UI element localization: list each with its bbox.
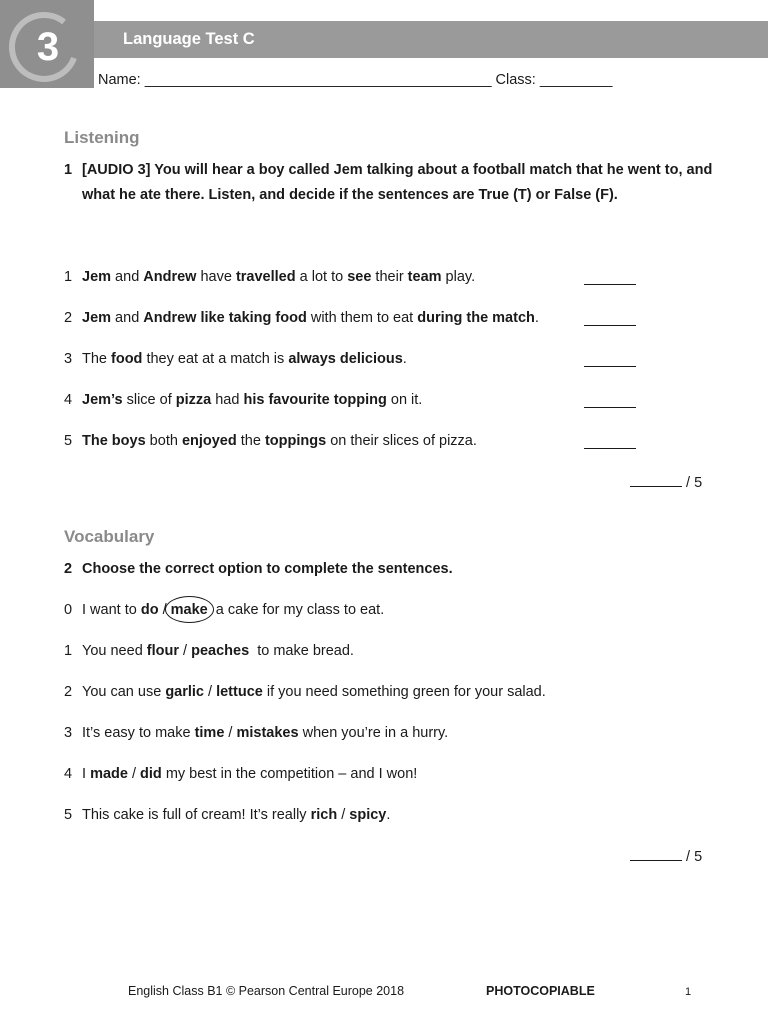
bold-word[interactable]: always delicious [288, 351, 403, 367]
task-number: 2 [64, 561, 73, 577]
item-sentence [82, 643, 354, 659]
sentence-text: . [386, 807, 391, 823]
bold-word[interactable]: Jem’s [82, 392, 123, 408]
item-sentence [82, 807, 390, 823]
answer-blank[interactable] [584, 393, 636, 408]
page-title: Language Test C [123, 30, 255, 48]
instruction-text: Choose the correct option to complete the sentences. [82, 561, 453, 577]
item-sentence [82, 433, 477, 449]
sentence-text: on their slices of pizza. [326, 433, 477, 449]
score-blank[interactable] [630, 474, 682, 487]
bold-word[interactable]: Andrew like taking food [143, 310, 307, 326]
bold-word[interactable]: his favourite topping [243, 392, 387, 408]
sentence-text: have [196, 269, 236, 285]
vocabulary-score [630, 848, 702, 865]
unit-number: 3 [36, 25, 60, 69]
sentence-text: had [211, 392, 244, 408]
sentence-text: / [158, 602, 171, 618]
sentence-text: when you’re in a hurry. [298, 725, 449, 741]
instruction-text: [AUDIO 3] You will hear a boy called Jem talking about a football match that he went to, and what he ate there. Listen, and decide if the sentences are True (T) or False (F). [82, 162, 713, 203]
answer-blank[interactable] [584, 270, 636, 285]
class-field[interactable]: _________ [539, 72, 613, 88]
sentence-text: with them to eat [306, 310, 418, 326]
bold-word[interactable]: rich [310, 807, 338, 823]
bold-word[interactable]: lettuce [216, 684, 263, 700]
bold-word[interactable]: food [111, 351, 143, 367]
vocabulary-instruction [64, 557, 714, 582]
listening-score [630, 474, 702, 491]
bold-word[interactable]: enjoyed [181, 433, 237, 449]
bold-word[interactable]: flour [146, 643, 180, 659]
sentence-text: slice of [122, 392, 176, 408]
sentence-text: a cake for my class to eat. [207, 602, 385, 618]
answer-blank[interactable] [584, 434, 636, 449]
item-number: 3 [64, 725, 73, 741]
item-sentence [82, 310, 539, 326]
footer-photocopiable: PHOTOCOPIABLE [486, 984, 595, 998]
item-number: 0 [64, 602, 73, 618]
item-sentence [82, 392, 422, 408]
item-sentence [82, 351, 407, 367]
item-sentence [82, 725, 448, 741]
bold-word[interactable]: team [407, 269, 442, 285]
sentence-text: my best in the competition – and I won! [161, 766, 418, 782]
student-info-line [98, 72, 612, 88]
bold-word[interactable]: Jem [82, 269, 112, 285]
sentence-text: It’s easy to make [82, 725, 195, 741]
sentence-text: You need [82, 643, 147, 659]
bold-word[interactable]: travelled [235, 269, 296, 285]
sentence-text: This cake is full of cream! It’s really [82, 807, 311, 823]
item-number: 2 [64, 684, 73, 700]
bold-word[interactable]: during the match [417, 310, 535, 326]
bold-word[interactable]: toppings [264, 433, 327, 449]
score-total: / 5 [686, 475, 703, 491]
sentence-text: The [82, 351, 112, 367]
sentence-text: play. [441, 269, 476, 285]
bold-word[interactable]: pizza [175, 392, 212, 408]
bold-word[interactable]: Andrew [143, 269, 197, 285]
class-label: Class: [495, 72, 536, 88]
sentence-text: both [145, 433, 182, 449]
sentence-text: if you need something green for your salad. [262, 684, 546, 700]
title-bar [94, 21, 768, 58]
sentence-text: I [82, 766, 91, 782]
bold-word[interactable]: did [140, 766, 162, 782]
circled-answer[interactable]: make [170, 602, 208, 618]
sentence-text: / [337, 807, 350, 823]
bold-word[interactable]: time [194, 725, 225, 741]
bold-word[interactable]: see [347, 269, 372, 285]
sentence-text: / [204, 684, 217, 700]
sentence-text: on it. [386, 392, 423, 408]
item-number: 5 [64, 807, 73, 823]
page-number: 1 [685, 986, 692, 998]
sentence-text: and [111, 310, 144, 326]
item-number: 2 [64, 310, 73, 326]
bold-word[interactable]: do [140, 602, 159, 618]
unit-badge [0, 0, 94, 88]
bold-word[interactable]: garlic [165, 684, 204, 700]
bold-word[interactable]: peaches [191, 643, 250, 659]
score-blank[interactable] [630, 848, 682, 861]
item-number: 1 [64, 643, 73, 659]
listening-instruction [64, 158, 714, 208]
vocabulary-heading: Vocabulary [64, 527, 155, 546]
item-number: 4 [64, 766, 73, 782]
sentence-text: You can use [82, 684, 166, 700]
item-number: 1 [64, 269, 73, 285]
sentence-text: / [224, 725, 237, 741]
answer-blank[interactable] [584, 311, 636, 326]
sentence-text: they eat at a match is [142, 351, 289, 367]
footer-copyright: English Class B1 © Pearson Central Europe 2018 [128, 984, 405, 998]
task-number: 1 [64, 162, 73, 178]
sentence-text: to make bread. [249, 643, 354, 659]
bold-word[interactable]: made [90, 766, 128, 782]
item-sentence [82, 684, 546, 700]
bold-word[interactable]: spicy [349, 807, 387, 823]
bold-word[interactable]: mistakes [236, 725, 299, 741]
sentence-text: I want to [82, 602, 141, 618]
item-number: 5 [64, 433, 73, 449]
item-sentence [82, 269, 475, 285]
item-number: 3 [64, 351, 73, 367]
sentence-text: their [371, 269, 408, 285]
name-label: Name: [98, 72, 141, 88]
item-number: 4 [64, 392, 73, 408]
item-sentence [82, 766, 417, 782]
sentence-text: . [402, 351, 407, 367]
bold-word[interactable]: The boys [82, 433, 146, 449]
score-total: / 5 [686, 849, 703, 865]
sentence-text: a lot to [295, 269, 348, 285]
answer-blank[interactable] [584, 352, 636, 367]
name-field[interactable]: ___________________________________________ [144, 72, 492, 88]
sentence-text: / [127, 766, 141, 782]
listening-heading: Listening [64, 128, 140, 147]
sentence-text: . [534, 310, 539, 326]
sentence-text: the [236, 433, 265, 449]
sentence-text: and [111, 269, 144, 285]
bold-word[interactable]: Jem [82, 310, 112, 326]
sentence-text: / [179, 643, 192, 659]
item-sentence [82, 602, 384, 618]
